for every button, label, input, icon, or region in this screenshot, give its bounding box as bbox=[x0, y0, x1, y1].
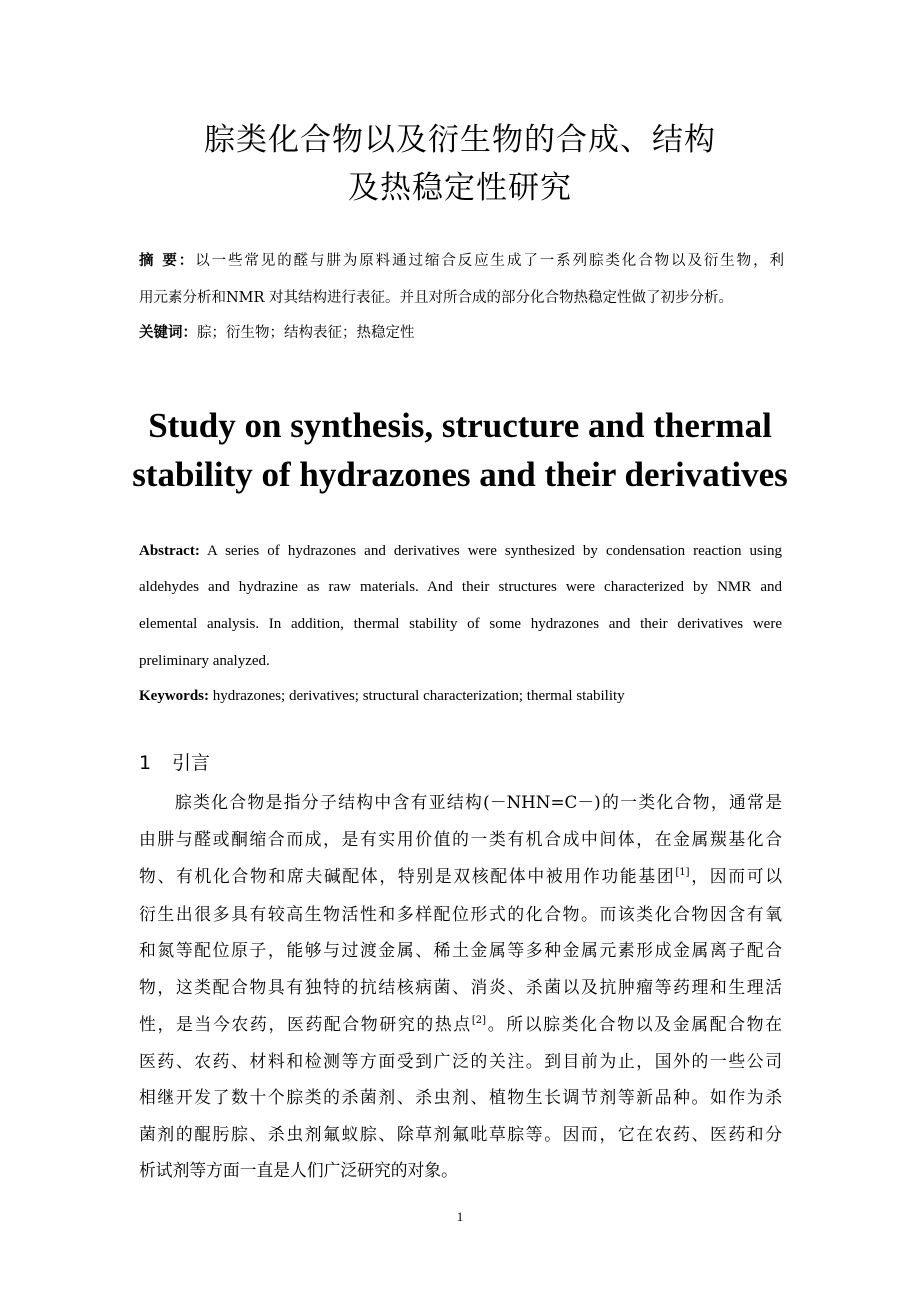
chinese-keywords bbox=[139, 323, 784, 343]
citation-2: [2] bbox=[471, 1015, 487, 1026]
body-line-4: 衍生出很多具有较高生物活性和多样配位形式的化合物。而该类化合物因含有氧 bbox=[139, 904, 782, 924]
chinese-abstract-label: 摘 要： bbox=[139, 253, 196, 269]
citation-1: [1] bbox=[675, 867, 690, 878]
english-keywords-text: hydrazones; derivatives; structural characterization; thermal stability bbox=[209, 688, 625, 704]
english-abstract-line-1 bbox=[139, 541, 782, 561]
english-abstract-line-4: preliminary analyzed. bbox=[139, 653, 270, 669]
chinese-keywords-text: 腙；衍生物；结构表征；热稳定性 bbox=[197, 325, 415, 341]
english-keywords-label: Keywords: bbox=[139, 688, 209, 704]
english-abstract-line-3: elemental analysis. In addition, thermal stability of some hydrazones and their derivatives were bbox=[139, 616, 782, 632]
body-line-3-tail: ，因而可以 bbox=[689, 866, 782, 886]
section-number: 1 bbox=[139, 752, 152, 774]
section-heading bbox=[139, 749, 210, 777]
english-abstract-text: A series of hydrazones and derivatives were synthesized by condensation reaction using bbox=[199, 543, 782, 559]
body-line-2: 由肼与醛或酮缩合而成，是有实用价值的一类有机合成中间体，在金属羰基化合 bbox=[139, 829, 782, 849]
page-number: 1 bbox=[456, 1209, 464, 1224]
body-line-9: 相继开发了数十个腙类的杀菌剂、杀虫剂、植物生长调节剂等新品种。如作为杀 bbox=[139, 1087, 782, 1107]
english-abstract-line-2: aldehydes and hydrazine as raw materials. And their structures were characterized by NMR and bbox=[139, 579, 782, 595]
chinese-abstract-line-2: 用元素分析和NMR 对其结构进行表征。并且对所合成的部分化合物热稳定性做了初步分析。 bbox=[139, 290, 734, 306]
body-line-7 bbox=[139, 1012, 782, 1036]
body-line-7-text: 性，是当今农药，医药配合物研究的热点 bbox=[139, 1014, 472, 1034]
chinese-title-line-2: 及热稳定性研究 bbox=[348, 170, 572, 206]
english-abstract-label: Abstract: bbox=[139, 543, 200, 559]
english-keywords bbox=[139, 686, 782, 706]
body-line-11: 析试剂等方面一直是人们广泛研究的对象。 bbox=[139, 1160, 458, 1180]
chinese-abstract-line-1 bbox=[139, 251, 784, 271]
body-line-10: 菌剂的醌肟腙、杀虫剂氟蚁腙、除草剂氟吡草腙等。因而，它在农药、医药和分 bbox=[139, 1124, 782, 1144]
body-line-1: 腙类化合物是指分子结构中含有亚结构(－NHN=C－)的一类化合物，通常是 bbox=[175, 792, 782, 812]
english-title-line-2: stability of hydrazones and their derivatives bbox=[132, 455, 788, 494]
body-line-6: 物，这类配合物具有独特的抗结核病菌、消炎、杀菌以及抗肿瘤等药理和生理活 bbox=[139, 977, 782, 997]
chinese-keywords-label: 关键词： bbox=[139, 325, 197, 341]
body-line-3 bbox=[139, 864, 782, 888]
section-title: 引言 bbox=[172, 752, 211, 774]
chinese-abstract-text: 以一些常见的醛与肼为原料通过缩合反应生成了一系列腙类化合物以及衍生物，利 bbox=[195, 253, 784, 269]
chinese-title-line-1: 腙类化合物以及衍生物的合成、结构 bbox=[204, 122, 716, 158]
body-line-8: 医药、农药、材料和检测等方面受到广泛的关注。到目前为止，国外的一些公司 bbox=[139, 1051, 782, 1071]
body-line-5: 和氮等配位原子，能够与过渡金属、稀土金属等多种金属元素形成金属离子配合 bbox=[139, 940, 782, 960]
body-line-3-text: 物、有机化合物和席夫碱配体，特别是双核配体中被用作功能基团 bbox=[139, 866, 676, 886]
body-line-7-tail: 。所以腙类化合物以及金属配合物在 bbox=[486, 1014, 782, 1034]
english-title-line-1: Study on synthesis, structure and thermal bbox=[148, 406, 772, 445]
